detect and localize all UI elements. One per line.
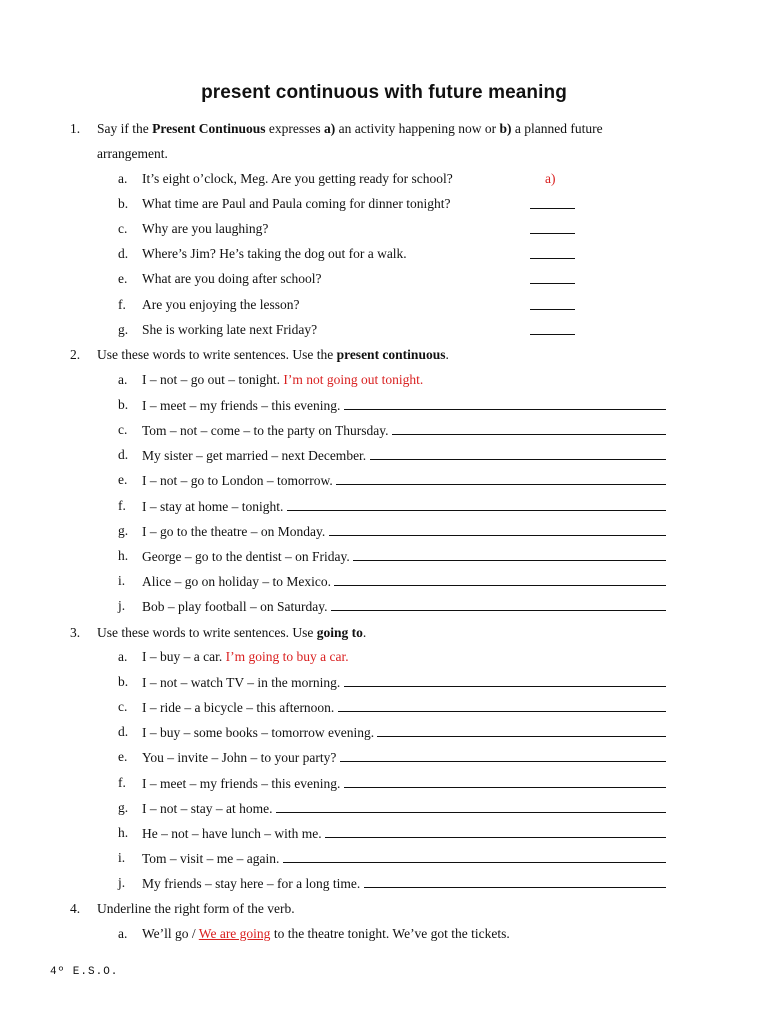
answer-blank[interactable] (329, 522, 666, 536)
item-text: Tom – not – come – to the party on Thursday. (142, 423, 389, 439)
answer-blank[interactable] (331, 597, 666, 611)
item-letter: c. (118, 221, 128, 236)
answer-blank[interactable] (334, 572, 666, 586)
answer-blank[interactable] (530, 270, 575, 284)
answer-blank[interactable] (370, 446, 666, 460)
answer-text: I’m not going out tonight. (283, 372, 424, 387)
item-prompt (142, 698, 666, 717)
item-text: George – go to the dentist – on Friday. (142, 548, 350, 564)
item-text: He – not – have lunch – with me. (142, 825, 322, 841)
answer-blank[interactable] (338, 698, 666, 712)
item-letter: i. (118, 572, 126, 588)
item-text: I – stay at home – tonight. (142, 498, 284, 514)
item-text: My friends – stay here – for a long time. (142, 875, 361, 891)
item-letter: d. (118, 724, 129, 740)
item-letter: b. (118, 674, 129, 690)
item-prompt (142, 723, 666, 742)
item-prompt (142, 597, 666, 616)
item-letter: j. (118, 597, 126, 613)
item-letter: b. (118, 397, 129, 413)
item-prompt (142, 648, 349, 666)
item-text: I – buy – some books – tomorrow evening. (142, 725, 375, 741)
answer-blank[interactable] (353, 547, 666, 561)
answer-blank[interactable] (340, 748, 666, 762)
answer-blank[interactable] (530, 195, 575, 209)
item-prompt (142, 421, 666, 440)
item-text: I – ride – a bicycle – this afternoon. (142, 700, 335, 716)
item-letter: e. (118, 749, 128, 765)
answer-blank[interactable] (530, 220, 575, 234)
item-text: Where’s Jim? He’s taking the dog out for a walk. (142, 246, 407, 261)
item-text: You – invite – John – to your party? (142, 750, 337, 766)
answer-blank[interactable] (530, 296, 575, 310)
answer-blank[interactable] (287, 497, 666, 511)
item-text: I – not – stay – at home. (142, 800, 273, 816)
answer-blank[interactable] (325, 824, 666, 838)
question-instruction: Use these words to write sentences. Use going to. (97, 625, 367, 640)
item-letter: h. (118, 824, 129, 840)
question-instruction: Say if the Present Continuous expresses a) an activity happening now or b) a planned future (97, 121, 603, 136)
item-text: Why are you laughing? (142, 221, 269, 236)
item-prompt (142, 748, 666, 767)
item-prompt (142, 572, 666, 591)
answer-blank[interactable] (344, 774, 666, 788)
footer-level: 4º E.S.O. (50, 966, 119, 978)
item-prompt (142, 471, 666, 490)
page-title: present continuous with future meaning (201, 82, 567, 103)
item-text: I – meet – my friends – this evening. (142, 775, 341, 791)
item-letter: c. (118, 422, 128, 438)
item-text: Bob – play football – on Saturday. (142, 598, 328, 614)
item-letter: f. (118, 297, 126, 312)
answer-blank[interactable] (276, 799, 666, 813)
item-text: What are you doing after school? (142, 271, 322, 286)
item-prompt (142, 547, 666, 566)
item-prompt (142, 874, 666, 893)
item-prompt (142, 774, 666, 793)
answer-blank[interactable] (344, 396, 666, 410)
item-letter: j. (118, 874, 126, 890)
item-letter: g. (118, 799, 129, 815)
answer-text: I’m going to buy a car. (225, 649, 349, 664)
item-prompt (142, 824, 666, 843)
item-prompt (142, 371, 423, 389)
question-instruction: Underline the right form of the verb. (97, 901, 295, 916)
item-letter: d. (118, 447, 129, 463)
item-text: I – not – go out – tonight. (142, 372, 280, 387)
item-letter: g. (118, 322, 129, 337)
answer-blank[interactable] (344, 673, 666, 687)
item-letter: a. (118, 649, 128, 664)
question-number: 2. (70, 347, 81, 362)
answer-blank[interactable] (283, 849, 666, 863)
item-prompt (142, 799, 666, 818)
item-letter: a. (118, 171, 128, 186)
answer-text: a) (545, 171, 556, 186)
item-text: My sister – get married – next December. (142, 448, 367, 464)
item-text: What time are Paul and Paula coming for dinner tonight? (142, 196, 451, 211)
answer-blank[interactable] (364, 874, 666, 888)
item-text: I – not – go to London – tomorrow. (142, 473, 333, 489)
item-prompt (142, 396, 666, 415)
underlined-answer[interactable]: We are going (198, 926, 271, 941)
item-text: I – go to the theatre – on Monday. (142, 523, 326, 539)
item-text: She is working late next Friday? (142, 322, 318, 337)
question-instruction: Use these words to write sentences. Use the present continuous. (97, 347, 449, 362)
answer-blank[interactable] (392, 421, 666, 435)
answer-blank[interactable] (377, 723, 666, 737)
answer-blank[interactable] (336, 471, 666, 485)
answer-blank[interactable] (530, 245, 575, 259)
item-prompt (142, 497, 666, 516)
question-number: 3. (70, 625, 81, 640)
question-instruction-cont: arrangement. (97, 146, 168, 161)
item-text: Are you enjoying the lesson? (142, 297, 300, 312)
item-text: I – buy – a car. (142, 649, 223, 664)
answer-blank[interactable] (530, 321, 575, 335)
item-letter: c. (118, 699, 128, 715)
item-letter: f. (118, 497, 126, 513)
item-text: It’s eight o’clock, Meg. Are you getting ready for school? (142, 171, 453, 186)
question-number: 1. (70, 121, 81, 136)
item-letter: i. (118, 849, 126, 865)
question-number: 4. (70, 901, 81, 916)
item-prompt (142, 522, 666, 541)
item-letter: e. (118, 271, 128, 286)
item-prompt (142, 673, 666, 692)
item-letter: b. (118, 196, 129, 211)
item-text: We’ll go / We are going to the theatre tonight. We’ve got the tickets. (142, 926, 510, 941)
item-text: I – not – watch TV – in the morning. (142, 675, 341, 691)
item-letter: d. (118, 246, 129, 261)
item-letter: f. (118, 774, 126, 790)
item-letter: h. (118, 547, 129, 563)
item-letter: a. (118, 372, 128, 387)
item-prompt (142, 446, 666, 465)
item-letter: e. (118, 472, 128, 488)
item-text: Alice – go on holiday – to Mexico. (142, 573, 331, 589)
item-letter: a. (118, 926, 128, 941)
item-prompt (142, 849, 666, 868)
item-letter: g. (118, 522, 129, 538)
item-text: Tom – visit – me – again. (142, 850, 280, 866)
item-text: I – meet – my friends – this evening. (142, 398, 341, 414)
